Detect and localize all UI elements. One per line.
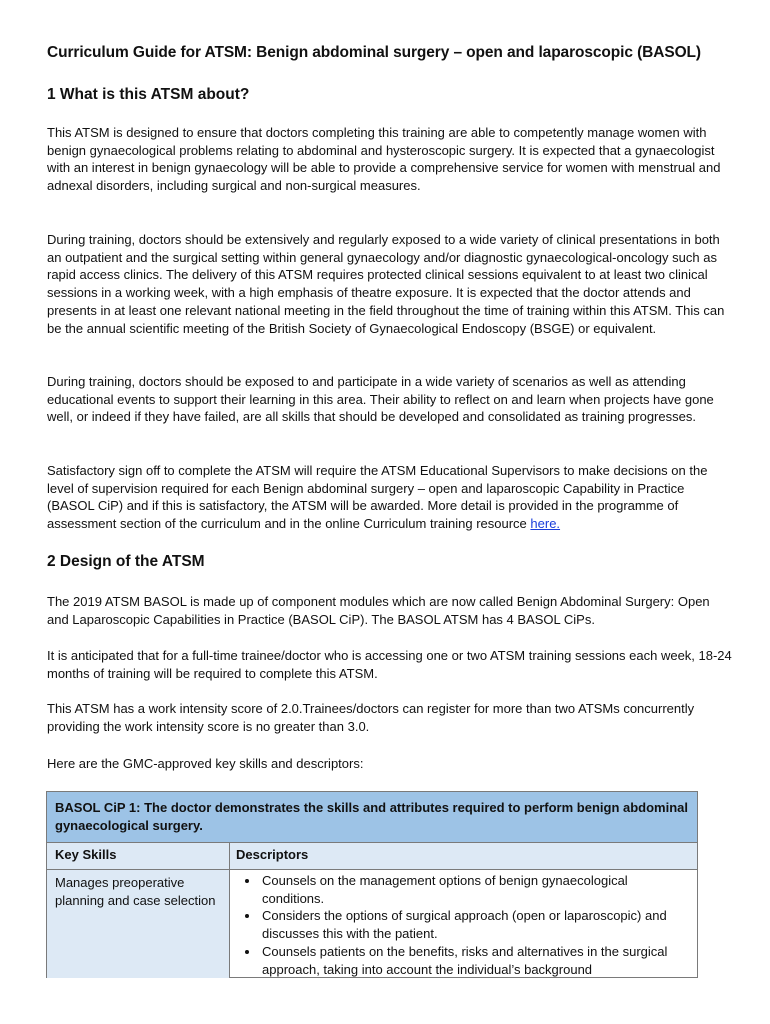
curriculum-resource-link[interactable]: here. bbox=[530, 516, 561, 532]
table-row bbox=[47, 870, 697, 978]
section-2-paragraph-4: Here are the GMC-approved key skills and descriptors: bbox=[47, 756, 364, 771]
column-descriptors: Descriptors bbox=[236, 847, 309, 862]
section-2-paragraph-3: This ATSM has a work intensity score of 2.0.Trainees/doctors can register for more than two ATSMs concurrently providing the work intensity score is no greater than 3.0. bbox=[47, 701, 695, 734]
document-title: Curriculum Guide for ATSM: Benign abdominal surgery – open and laparoscopic (BASOL) bbox=[47, 44, 701, 61]
section-2-paragraph-1: The 2019 ATSM BASOL is made up of component modules which are now called Benign Abdominal Surgery: Open and Laparoscopic Capabilities in Practice (BASOL CiP). The BASOL ATSM has 4 BASOL CiPs. bbox=[47, 594, 710, 627]
table-column-headers bbox=[47, 843, 697, 870]
descriptor-item: • Considers the options of surgical approach (open or laparoscopic) and discusses this with the patient. bbox=[260, 907, 691, 942]
section-1-heading: 1 What is this ATSM about? bbox=[47, 86, 250, 103]
section-1-paragraph-3: During training, doctors should be exposed to and participate in a wide variety of scenarios as well as attending educational events to support their learning in this area. Their ability to reflect on and learn when projects have gone well, or indeed if they have failed, are all skills that should be developed and consolidated as training progresses. bbox=[47, 374, 714, 425]
section-1-paragraph-2: During training, doctors should be extensively and regularly exposed to a wide variety of clinical presentations in both an outpatient and the surgical setting within general gynaecology and/or diagnostic gynaecological-oncology such as rapid access clinics. The delivery of this ATSM requires protected clinical sessions equivalent to at least two clinical sessions in a working week, with a high emphasis of theatre exposure. It is expected that the doctor attends and presents in at least one relevant national meeting in the field throughout the time of training within this ATSM. This can be the annual scientific meeting of the British Society of Gynaecological Endoscopy (BSGE) or equivalent. bbox=[47, 232, 725, 336]
section-2-heading: 2 Design of the ATSM bbox=[47, 553, 205, 570]
descriptor-item: • Counsels on the management options of benign gynaecological conditions. bbox=[260, 872, 691, 907]
table-header: BASOL CiP 1: The doctor demonstrates the skills and attributes required to perform benign abdominal gynaecological surgery. bbox=[47, 792, 697, 843]
descriptor-list bbox=[236, 872, 691, 978]
section-2-paragraph-2: It is anticipated that for a full-time trainee/doctor who is accessing one or two ATSM training sessions each week, 18-24 months of training will be required to complete this ATSM. bbox=[47, 648, 732, 681]
descriptors-cell bbox=[230, 870, 697, 978]
column-key-skills: Key Skills bbox=[47, 843, 230, 869]
section-1-paragraph-1: This ATSM is designed to ensure that doctors completing this training are able to competently manage women with benign gynaecological problems relating to abdominal and hysteroscopic surgery. It is expected that a gynaecologist with an interest in benign gynaecology will be able to provide a comprehensive service for women with menstrual and adnexal disorders, including surgical and non-surgical measures. bbox=[47, 125, 721, 194]
key-skill-cell: Manages preoperative planning and case selection bbox=[47, 870, 230, 978]
section-1-paragraph-4 bbox=[47, 462, 732, 533]
descriptor-item: • Counsels patients on the benefits, risks and alternatives in the surgical approach, taking into account the individual’s background bbox=[260, 943, 691, 978]
key-skills-table bbox=[46, 791, 698, 978]
section-1-paragraph-4-text: Satisfactory sign off to complete the ATSM will require the ATSM Educational Supervisors to make decisions on the level of supervision required for each Benign abdominal surgery – open and laparoscopic Capability in Practice (BASOL CiP) and if this is satisfactory, the ATSM will be awarded. More detail is provided in the programme of assessment section of the curriculum and in the online Curriculum training resource bbox=[47, 463, 708, 532]
